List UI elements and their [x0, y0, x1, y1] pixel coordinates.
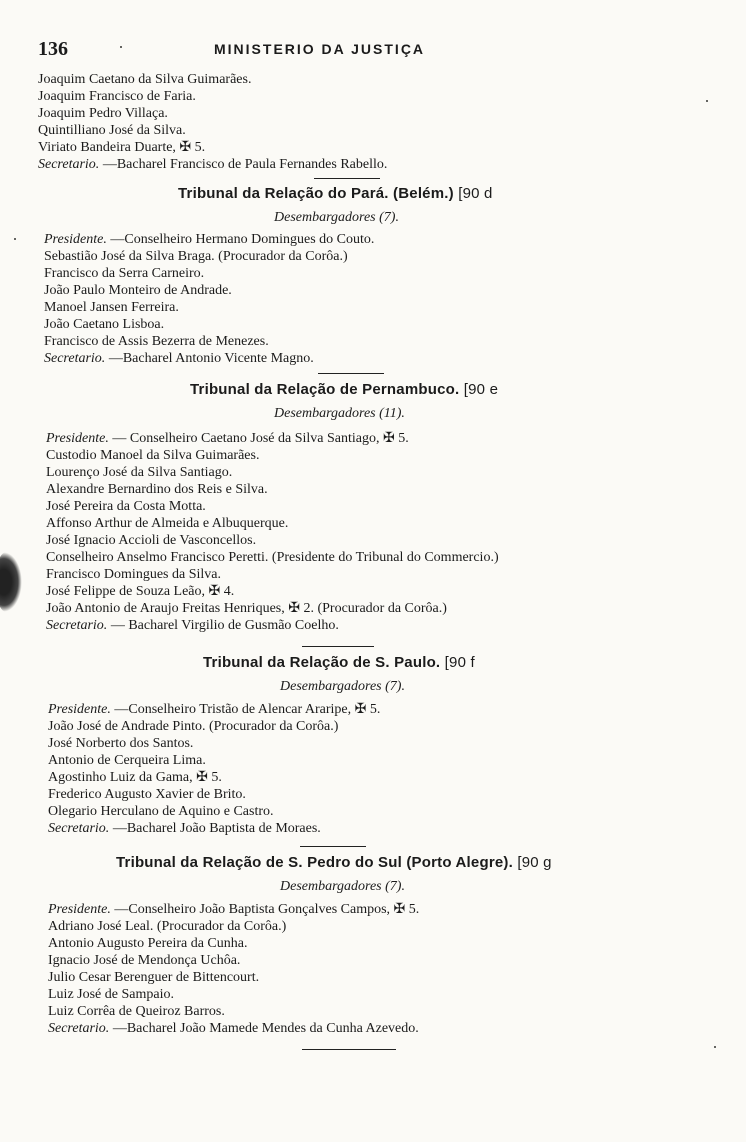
list-item: Francisco Domingues da Silva.	[46, 567, 221, 582]
list-item: José Pereira da Costa Motta.	[46, 499, 206, 514]
section-title	[190, 381, 498, 398]
ink-blot	[0, 552, 22, 612]
list-item: João José de Andrade Pinto. (Procurador da Corôa.)	[48, 719, 339, 734]
list-item: Lourenço José da Silva Santiago.	[46, 465, 233, 480]
secretary-line	[48, 1020, 419, 1037]
list-item: Antonio Augusto Pereira da Cunha.	[48, 936, 248, 951]
president-line	[48, 701, 380, 718]
section-subheading: Desembargadores (7).	[280, 879, 405, 894]
section-title-text: Tribunal da Relação do Pará.	[178, 185, 389, 202]
section-title-text: Tribunal da Relação de S. Pedro do Sul (Porto Alegre).	[116, 854, 513, 871]
section-ref: [90 e	[463, 381, 499, 398]
section-title	[178, 185, 493, 202]
role-label: Presidente.	[44, 232, 107, 247]
role-label: Secretario.	[38, 157, 100, 172]
secretary-name: —Bacharel João Baptista de Moraes.	[112, 821, 321, 836]
president-name: — Conselheiro Caetano José da Silva Santiago, ✠ 5.	[112, 431, 409, 446]
section-divider	[318, 373, 384, 374]
list-item: Agostinho Luiz da Gama, ✠ 5.	[48, 770, 222, 785]
role-label: Secretario.	[48, 1021, 110, 1036]
ink-speck	[120, 46, 122, 48]
secretary-name: — Bacharel Virgilio de Gusmão Coelho.	[110, 618, 339, 633]
president-line	[48, 901, 419, 918]
secretary-line	[44, 350, 314, 367]
list-item: João Paulo Monteiro de Andrade.	[44, 283, 232, 298]
section-place: (Belém.)	[393, 185, 454, 202]
list-item: Luiz José de Sampaio.	[48, 987, 174, 1002]
president-name: —Conselheiro João Baptista Gonçalves Campos, ✠ 5.	[114, 902, 420, 917]
list-item: Manoel Jansen Ferreira.	[44, 300, 179, 315]
running-title: MINISTERIO DA JUSTIÇA	[214, 41, 426, 57]
secretary-line	[46, 617, 339, 634]
list-item: Viriato Bandeira Duarte, ✠ 5.	[38, 140, 206, 155]
list-item: Francisco da Serra Carneiro.	[44, 266, 205, 281]
president-line	[46, 430, 409, 447]
role-label: Presidente.	[48, 902, 111, 917]
role-label: Secretario.	[46, 618, 108, 633]
list-item: José Ignacio Accioli de Vasconcellos.	[46, 533, 257, 548]
ink-speck	[14, 238, 16, 240]
list-item: Olegario Herculano de Aquino e Castro.	[48, 804, 274, 819]
president-name: —Conselheiro Tristão de Alencar Araripe, ✠ 5.	[114, 702, 381, 717]
role-label: Secretario.	[48, 821, 110, 836]
section-divider	[300, 846, 366, 847]
section-subheading: Desembargadores (11).	[274, 406, 405, 421]
page-number: 136	[38, 38, 68, 60]
president-line	[44, 231, 374, 248]
list-item: Julio Cesar Berenguer de Bittencourt.	[48, 970, 260, 985]
section-title	[116, 854, 552, 871]
ink-speck	[714, 1046, 716, 1048]
list-item: Custodio Manoel da Silva Guimarães.	[46, 448, 260, 463]
secretary-line	[48, 820, 321, 837]
list-item: Sebastião José da Silva Braga. (Procurador da Corôa.)	[44, 249, 348, 264]
section-subheading: Desembargadores (7).	[274, 210, 399, 225]
role-label: Presidente.	[46, 431, 109, 446]
role-label: Presidente.	[48, 702, 111, 717]
section-ref: [90 f	[444, 654, 475, 671]
list-item: Frederico Augusto Xavier de Brito.	[48, 787, 246, 802]
list-item: Antonio de Cerqueira Lima.	[48, 753, 206, 768]
section-ref: [90 d	[458, 185, 493, 202]
secretary-name: —Bacharel Francisco de Paula Fernandes Rabello.	[102, 157, 388, 172]
section-divider	[314, 178, 380, 179]
page-header	[38, 38, 508, 60]
secretary-name: —Bacharel João Mamede Mendes da Cunha Azevedo.	[112, 1021, 419, 1036]
list-item: Conselheiro Anselmo Francisco Peretti. (Presidente do Tribunal do Commercio.)	[46, 550, 499, 565]
list-item: Quintilliano José da Silva.	[38, 123, 186, 138]
list-item: Ignacio José de Mendonça Uchôa.	[48, 953, 241, 968]
role-label: Secretario.	[44, 351, 106, 366]
list-item: Joaquim Caetano da Silva Guimarães.	[38, 72, 252, 87]
list-item: José Felippe de Souza Leão, ✠ 4.	[46, 584, 235, 599]
president-name: —Conselheiro Hermano Domingues do Couto.	[110, 232, 375, 247]
list-item: Affonso Arthur de Almeida e Albuquerque.	[46, 516, 289, 531]
list-item: Joaquim Francisco de Faria.	[38, 89, 196, 104]
list-item: Joaquim Pedro Villaça.	[38, 106, 168, 121]
list-item: Alexandre Bernardino dos Reis e Silva.	[46, 482, 268, 497]
list-item: Francisco de Assis Bezerra de Menezes.	[44, 334, 269, 349]
closing-divider	[302, 1049, 396, 1050]
list-item: João Antonio de Araujo Freitas Henriques, ✠ 2. (Procurador da Corôa.)	[46, 601, 447, 616]
list-item: João Caetano Lisboa.	[44, 317, 165, 332]
ink-speck	[706, 100, 708, 102]
list-item: Adriano José Leal. (Procurador da Corôa.)	[48, 919, 287, 934]
section-title	[203, 654, 475, 671]
section-title-text: Tribunal da Relação de Pernambuco.	[190, 381, 460, 398]
section-divider	[302, 646, 374, 647]
secretary-line	[38, 156, 387, 173]
section-ref: [90 g	[517, 854, 552, 871]
secretary-name: —Bacharel Antonio Vicente Magno.	[108, 351, 314, 366]
list-item: José Norberto dos Santos.	[48, 736, 194, 751]
list-item: Luiz Corrêa de Queiroz Barros.	[48, 1004, 225, 1019]
section-subheading: Desembargadores (7).	[280, 679, 405, 694]
section-title-text: Tribunal da Relação de S. Paulo.	[203, 654, 441, 671]
